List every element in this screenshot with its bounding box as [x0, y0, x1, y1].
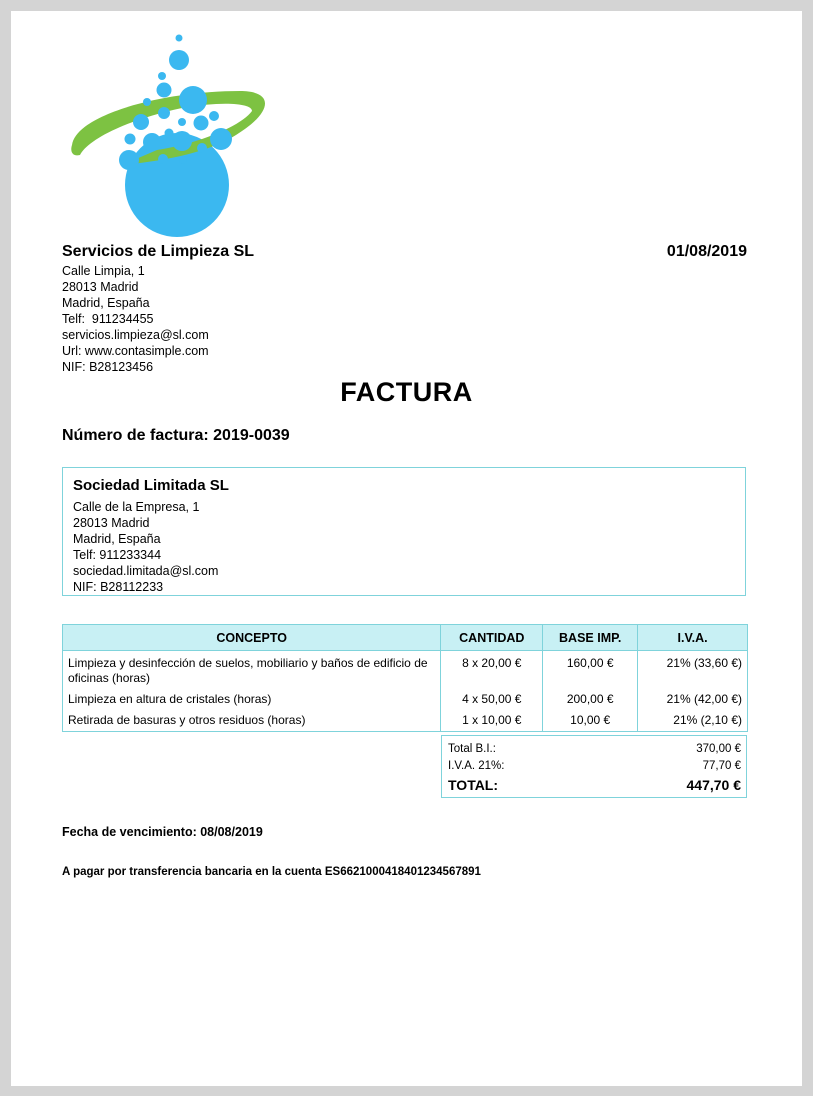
- client-email: sociedad.limitada@sl.com: [73, 564, 219, 578]
- cell-iva: 21% (33,60 €): [638, 651, 748, 690]
- company-address-line: Calle Limpia, 1: [62, 264, 145, 278]
- client-nif: NIF: B28112233: [73, 580, 164, 594]
- tax-row: [448, 758, 741, 775]
- cell-cantidad: 1 x 10,00 €: [441, 710, 543, 732]
- table-row: [63, 710, 748, 732]
- cell-base: 200,00 €: [543, 689, 638, 710]
- table-row: [63, 689, 748, 710]
- company-name: Servicios de Limpieza SL: [62, 243, 255, 260]
- subtotal-value: 370,00 €: [696, 743, 741, 755]
- client-address-line: Calle de la Empresa, 1: [73, 500, 200, 514]
- column-header-base: BASE IMP.: [543, 625, 638, 651]
- company-nif: NIF: B28123456: [62, 360, 154, 374]
- invoice-page: [11, 11, 802, 1086]
- cell-iva: 21% (42,00 €): [638, 689, 748, 710]
- total-value: 447,70 €: [686, 777, 741, 793]
- client-address-line: 28013 Madrid: [73, 516, 150, 530]
- document-title: FACTURA: [340, 377, 473, 407]
- due-date: Fecha de vencimiento: 08/08/2019: [62, 825, 263, 839]
- column-header-cantidad: CANTIDAD: [441, 625, 543, 651]
- column-header-concepto: CONCEPTO: [63, 625, 441, 651]
- company-url: Url: www.contasimple.com: [62, 344, 209, 358]
- total-label: TOTAL:: [448, 777, 499, 793]
- subtotal-row: [448, 741, 741, 758]
- client-box: [62, 467, 746, 596]
- client-address-line: Madrid, España: [73, 532, 161, 546]
- company-phone: Telf: 911234455: [62, 312, 154, 326]
- company-address-line: 28013 Madrid: [62, 280, 139, 294]
- company-address-line: Madrid, España: [62, 296, 150, 310]
- cell-cantidad: 4 x 50,00 €: [441, 689, 543, 710]
- subtotal-label: Total B.I.:: [448, 743, 496, 755]
- cell-concepto: Retirada de basuras y otros residuos (horas): [63, 710, 441, 732]
- table-row: [63, 651, 748, 690]
- invoice-date: 01/08/2019: [666, 243, 747, 260]
- company-address: [62, 263, 209, 375]
- cell-concepto: Limpieza en altura de cristales (horas): [63, 689, 441, 710]
- cell-iva: 21% (2,10 €): [638, 710, 748, 732]
- cell-base: 160,00 €: [543, 651, 638, 690]
- payment-instructions: A pagar por transferencia bancaria en la cuenta ES6621000418401234567891: [62, 866, 481, 878]
- items-table: [62, 624, 748, 732]
- cell-base: 10,00 €: [543, 710, 638, 732]
- column-header-iva: I.V.A.: [638, 625, 748, 651]
- cell-cantidad: 8 x 20,00 €: [441, 651, 543, 690]
- company-email: servicios.limpieza@sl.com: [62, 328, 209, 342]
- table-header-row: [63, 625, 748, 651]
- invoice-number: Número de factura: 2019-0039: [62, 427, 290, 444]
- company-logo: [62, 33, 268, 237]
- cell-concepto: Limpieza y desinfección de suelos, mobiliario y baños de edificio de oficinas (horas): [63, 651, 441, 690]
- tax-value: 77,70 €: [702, 760, 741, 772]
- tax-label: I.V.A. 21%:: [448, 760, 505, 772]
- client-phone: Telf: 911233344: [73, 548, 162, 562]
- total-row: [448, 775, 741, 795]
- totals-box: [441, 735, 747, 798]
- client-name: Sociedad Limitada SL: [73, 477, 229, 494]
